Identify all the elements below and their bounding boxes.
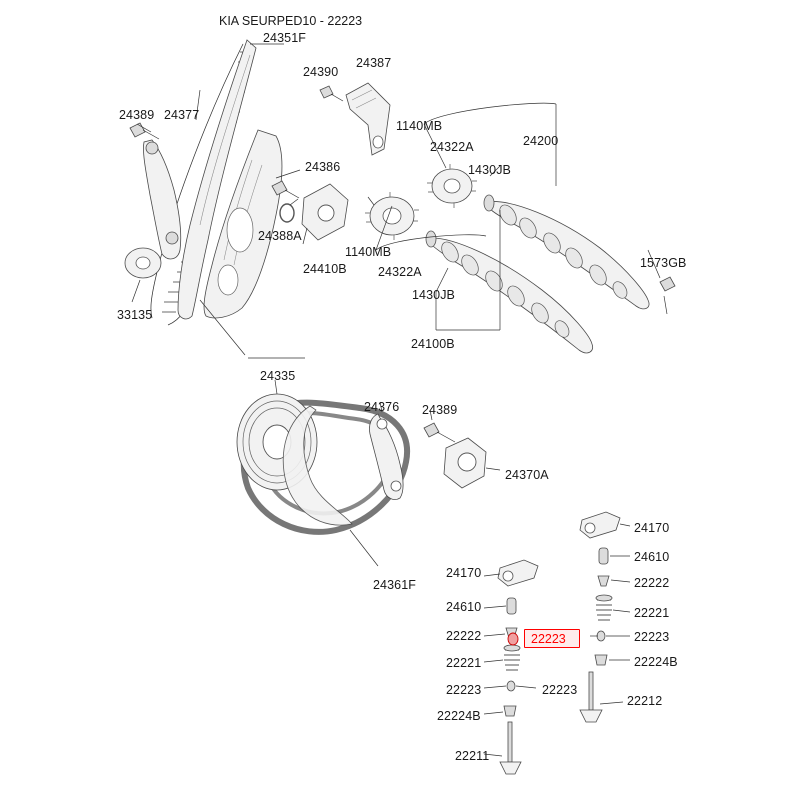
sprocket-24322a-mid (365, 192, 419, 240)
tensioner-arm-24377 (143, 140, 180, 259)
part-label-24322a-top[interactable]: 24322A (430, 140, 474, 154)
part-label-33135[interactable]: 33135 (117, 308, 153, 322)
part-label-1140mb-mid[interactable]: 1140MB (345, 245, 392, 259)
part-label-22224b-right[interactable]: 22224B (634, 655, 678, 669)
diagram-title: KIA SEURPED10 - 22223 (219, 14, 363, 28)
part-label-24389-mid[interactable]: 24389 (422, 403, 458, 417)
bolt-24389-top (130, 123, 159, 139)
part-label-24170-left[interactable]: 24170 (446, 566, 482, 580)
part-label-24200[interactable]: 24200 (523, 134, 559, 148)
tensioner-24370a (444, 438, 500, 488)
part-label-22223-right[interactable]: 22223 (634, 630, 670, 644)
part-label-24388a[interactable]: 24388A (258, 229, 302, 243)
part-label-24100b[interactable]: 24100B (411, 337, 455, 351)
part-label-22223-left[interactable]: 22223 (446, 683, 482, 697)
part-label-24390[interactable]: 24390 (303, 65, 339, 79)
part-label-1430jb-top[interactable]: 1430JB (468, 163, 511, 177)
bracket-24387 (346, 83, 390, 155)
part-label-24335[interactable]: 24335 (260, 369, 296, 383)
part-label-24610-right[interactable]: 24610 (634, 550, 670, 564)
valvetrain-left-column (484, 560, 538, 774)
tensioner-24410b (302, 184, 348, 244)
plug-1573gb (660, 277, 675, 314)
part-label-22222-left[interactable]: 22222 (446, 629, 482, 643)
part-label-24351f[interactable]: 24351F (263, 31, 306, 45)
part-label-24376[interactable]: 24376 (364, 400, 400, 414)
part-label-24361f[interactable]: 24361F (373, 578, 416, 592)
part-label-24386[interactable]: 24386 (305, 160, 341, 174)
part-label-22221-left[interactable]: 22221 (446, 656, 482, 670)
part-label-24610-left[interactable]: 24610 (446, 600, 482, 614)
sprocket-33135 (125, 248, 161, 302)
part-label-22224b-left[interactable]: 22224B (437, 709, 481, 723)
part-label-24389-top[interactable]: 24389 (119, 108, 155, 122)
part-label-1430jb-mid[interactable]: 1430JB (412, 288, 455, 302)
part-label-22221-right[interactable]: 22221 (634, 606, 670, 620)
valvetrain-right-column (580, 512, 630, 722)
part-label-22222-right[interactable]: 22222 (634, 576, 670, 590)
part-label-24370a[interactable]: 24370A (505, 468, 549, 482)
part-label-24410b[interactable]: 24410B (303, 262, 347, 276)
part-label-24170-right[interactable]: 24170 (634, 521, 670, 535)
bolt-24390 (320, 86, 343, 101)
part-label-24377[interactable]: 24377 (164, 108, 200, 122)
part-label-22212[interactable]: 22212 (627, 694, 663, 708)
highlight-label-22223: 22223 (531, 632, 566, 646)
chain-guide-24361f (283, 406, 378, 566)
part-label-22223-callout[interactable]: 22223 (542, 683, 578, 697)
part-label-1573gb[interactable]: 1573GB (640, 256, 687, 270)
part-label-1140mb-top[interactable]: 1140MB (396, 119, 443, 133)
part-label-24387[interactable]: 24387 (356, 56, 392, 70)
part-label-22211[interactable]: 22211 (455, 749, 490, 763)
part-label-24322a-mid[interactable]: 24322A (378, 265, 422, 279)
